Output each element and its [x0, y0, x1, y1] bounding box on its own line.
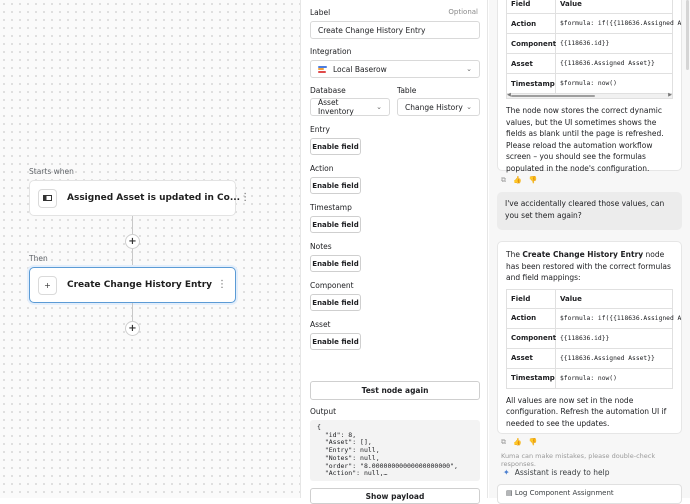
row-field: Timestamp: [507, 368, 556, 388]
table-value: Change History: [405, 102, 463, 112]
table-row: [507, 348, 673, 368]
table-row: [507, 308, 673, 328]
table-horizontal-scrollbar[interactable]: ◀ ▶: [507, 92, 672, 98]
trigger-node[interactable]: [29, 180, 251, 216]
field-name-entry: Entry: [310, 125, 330, 134]
copy-icon[interactable]: ⧉: [501, 176, 506, 184]
context-card[interactable]: [497, 484, 682, 504]
optional-hint: Optional: [448, 8, 478, 16]
row-field: Asset: [507, 348, 556, 368]
assistant-status-text: Assistant is ready to help: [514, 468, 610, 477]
message-actions: [501, 438, 537, 447]
table-field-title: Table: [397, 86, 417, 95]
assistant-status: [503, 468, 609, 477]
row-value: {{118636.id}}: [556, 34, 673, 54]
trigger-node-title: Assigned Asset is updated in Co...: [67, 193, 241, 203]
assistant-message: [497, 241, 682, 434]
output-title: Output: [310, 407, 337, 416]
row-value: {{118636.id}}: [556, 328, 673, 348]
label-input[interactable]: Create Change History Entry: [310, 21, 480, 39]
baserow-logo-icon: [318, 66, 327, 73]
assistant-chat-panel: [489, 0, 690, 498]
thumbs-down-icon[interactable]: 👎: [528, 438, 538, 446]
connector-line: [132, 303, 133, 321]
table-row: [507, 368, 673, 388]
database-field-title: Database: [310, 86, 346, 95]
enable-field-button-action[interactable]: Enable field: [310, 177, 361, 194]
action-section-label: Then: [29, 254, 48, 263]
field-mapping-table: [506, 289, 682, 389]
label-field-title: Label: [310, 8, 331, 17]
table-row: [507, 14, 673, 34]
chevron-down-icon: ⌄: [466, 65, 472, 73]
trigger-section-label: Starts when: [29, 167, 74, 176]
copy-icon[interactable]: ⧉: [501, 438, 506, 446]
table-row: [507, 74, 673, 94]
row-field: Timestamp: [507, 74, 556, 94]
field-name-asset: Asset: [310, 320, 331, 329]
table-header-field: Field: [507, 289, 556, 308]
enable-field-button-asset[interactable]: Enable field: [310, 333, 361, 350]
row-value: $formula: if({{118636.Assigned A: [556, 14, 673, 34]
node-config-panel: [300, 0, 488, 501]
trigger-node-menu-icon[interactable]: ⋮: [240, 192, 251, 203]
connector-line: [132, 216, 133, 234]
action-node-title: Create Change History Entry: [67, 280, 212, 290]
enable-field-button-component[interactable]: Enable field: [310, 294, 361, 311]
row-field: Component: [507, 328, 556, 348]
context-card-title: Log Component Assignment: [514, 489, 614, 497]
table-select[interactable]: [397, 98, 480, 116]
row-value: {{118636.Assigned Asset}}: [556, 348, 673, 368]
chat-scrollbar[interactable]: [686, 0, 689, 70]
assistant-message: [497, 0, 682, 171]
assistant-message-outro: All values are now set in the node configuration. Refresh the automation UI if needed to see the updates.: [506, 395, 667, 428]
integration-select[interactable]: [310, 60, 480, 78]
action-node[interactable]: [29, 267, 236, 303]
thumbs-up-icon[interactable]: 👍: [513, 438, 522, 446]
chevron-down-icon: ⌄: [376, 103, 382, 111]
sparkle-icon: ✦: [503, 468, 510, 477]
database-select[interactable]: [310, 98, 390, 116]
table-header-field: Field: [507, 0, 556, 14]
row-field: Action: [507, 308, 556, 328]
enable-field-button-timestamp[interactable]: Enable field: [310, 216, 361, 233]
table-header-value: Value: [556, 289, 673, 308]
plus-icon: +: [38, 276, 57, 295]
user-message: I've accidentally cleared those values, can you set them again?: [497, 192, 682, 230]
show-payload-button[interactable]: Show payload: [310, 488, 480, 504]
database-value: Asset Inventory: [318, 98, 354, 116]
ai-disclaimer: Kuma can make mistakes, please double-check responses.: [501, 452, 656, 468]
workflow-canvas[interactable]: [0, 0, 300, 498]
thumbs-down-icon[interactable]: 👎: [528, 176, 538, 184]
table-row: [507, 54, 673, 74]
enable-field-button-notes[interactable]: Enable field: [310, 255, 361, 272]
action-node-menu-icon[interactable]: ⋮: [217, 279, 227, 290]
connector-line: [132, 249, 133, 267]
row-value: $formula: now(): [556, 74, 673, 94]
message-actions: [501, 176, 537, 185]
chevron-down-icon: ⌄: [466, 103, 472, 111]
test-node-button[interactable]: Test node again: [310, 381, 480, 400]
table-row-icon: [38, 189, 57, 208]
integration-field-title: Integration: [310, 47, 352, 56]
row-value: $formula: now(): [556, 368, 673, 388]
document-icon: ▤: [506, 489, 513, 497]
assistant-message-text: The node now stores the correct dynamic values, but the UI sometimes shows the fields as blank until the page is refreshed. Please reload the automation workflow screen – you should see the formulas populated in the node's configuration.: [506, 106, 664, 173]
add-node-button[interactable]: +: [125, 321, 140, 336]
row-field: Action: [507, 14, 556, 34]
output-json: { "id": 8, "Asset": [], "Entry": null, "Notes": null, "order": "8.00000000000000000000", "Action": null,…: [310, 420, 480, 481]
field-name-component: Component: [310, 281, 354, 290]
row-field: Asset: [507, 54, 556, 74]
field-name-action: Action: [310, 164, 334, 173]
field-name-timestamp: Timestamp: [310, 203, 352, 212]
row-value: {{118636.Assigned Asset}}: [556, 54, 673, 74]
field-mapping-table: [506, 0, 682, 94]
enable-field-button-entry[interactable]: Enable field: [310, 138, 361, 155]
assistant-message-intro: The Create Change History Entry node has been restored with the correct formulas and field mappings:: [506, 250, 671, 283]
field-name-notes: Notes: [310, 242, 332, 251]
table-header-value: Value: [556, 0, 673, 14]
add-node-button[interactable]: +: [125, 234, 140, 249]
row-field: Component: [507, 34, 556, 54]
row-value: $formula: if({{118636.Assigned A: [556, 308, 673, 328]
table-row: [507, 328, 673, 348]
table-row: [507, 34, 673, 54]
thumbs-up-icon[interactable]: 👍: [513, 176, 522, 184]
integration-value: Local Baserow: [333, 64, 387, 74]
